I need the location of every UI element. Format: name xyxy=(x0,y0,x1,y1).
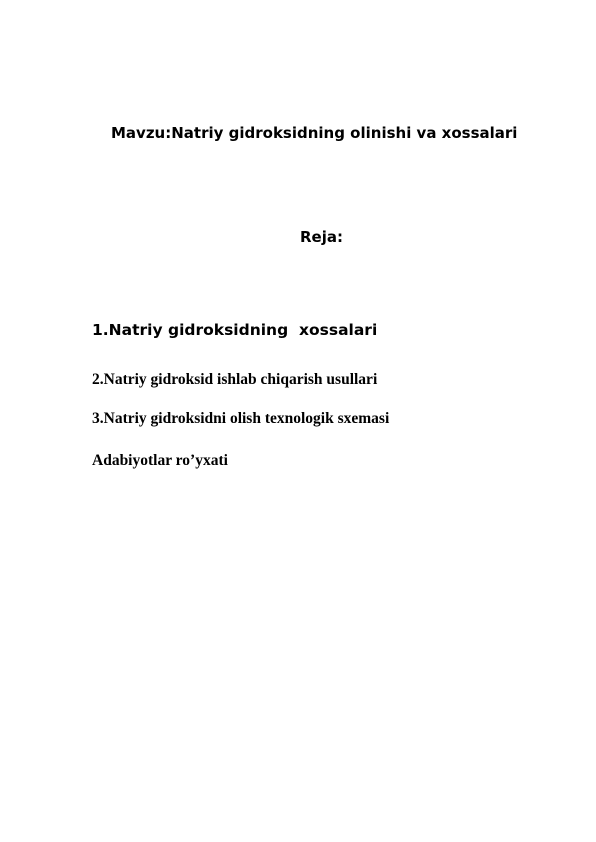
plan-item-2: 2.Natriy gidroksid ishlab chiqarish usullari xyxy=(92,371,378,388)
plan-item-references: Adabiyotlar ro’yxati xyxy=(92,452,228,469)
plan-item-3: 3.Natriy gidroksidni olish texnologik sxemasi xyxy=(92,410,390,427)
plan-item-1: 1.Natriy gidroksidning xossalari xyxy=(92,321,378,339)
document-title: Mavzu:Natriy gidroksidning olinishi va xossalari xyxy=(111,124,518,142)
plan-heading: Reja: xyxy=(300,228,343,246)
